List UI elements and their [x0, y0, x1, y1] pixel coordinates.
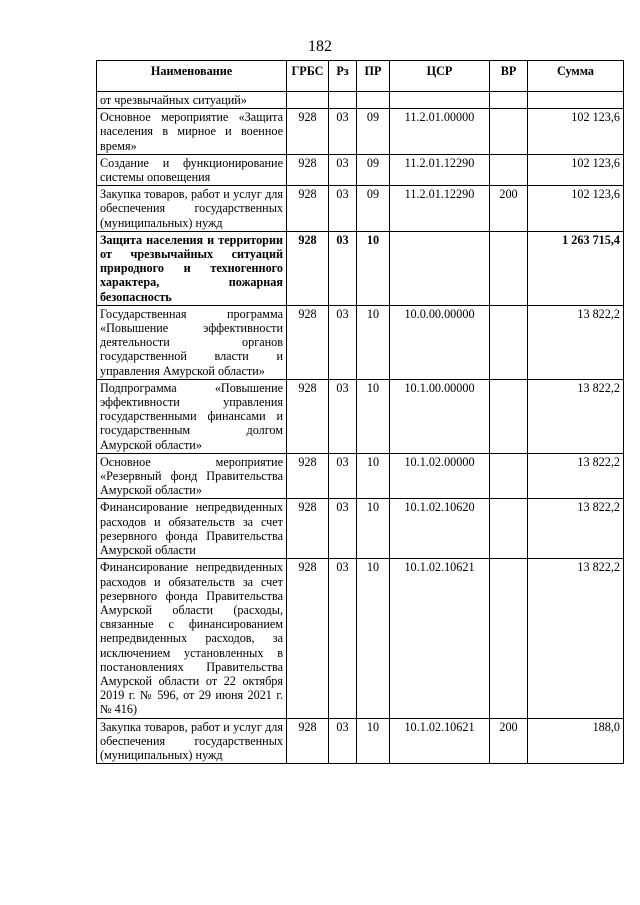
cell-rz: 03	[329, 186, 357, 232]
cell-sum: 102 123,6	[528, 109, 624, 155]
cell-name: Финансирование непредвиденных расходов и обязательств за счет резервного фонда Правительства Амурской области (расходы, связанные с финансированием непредвиденных расходов, за исключением установленных в постановлениях Правительства Амурской области от 22 октября 2019 г. № 596, от 29 июня 2021 г. № 416)	[97, 559, 287, 718]
cell-vr	[490, 499, 528, 559]
cell-grbs: 928	[287, 109, 329, 155]
cell-vr	[490, 154, 528, 185]
cell-grbs: 928	[287, 718, 329, 764]
table-row	[97, 305, 624, 379]
cell-sum: 13 822,2	[528, 379, 624, 453]
cell-vr	[490, 379, 528, 453]
cell-vr: 200	[490, 718, 528, 764]
cell-csr: 11.2.01.12290	[390, 154, 490, 185]
cell-vr	[490, 453, 528, 499]
cell-sum: 188,0	[528, 718, 624, 764]
cell-sum	[528, 92, 624, 109]
table-header-row	[97, 61, 624, 92]
cell-name: Финансирование непредвиденных расходов и обязательств за счет резервного фонда Правительства Амурской области	[97, 499, 287, 559]
header-grbs: ГРБС	[287, 61, 329, 92]
cell-vr: 200	[490, 186, 528, 232]
cell-name: Подпрограмма «Повышение эффективности управления государственными финансами и государственным долгом Амурской области»	[97, 379, 287, 453]
table-row	[97, 559, 624, 718]
table-row	[97, 154, 624, 185]
cell-name: от чрезвычайных ситуаций»	[97, 92, 287, 109]
cell-csr: 10.1.02.10621	[390, 718, 490, 764]
cell-grbs: 928	[287, 379, 329, 453]
header-name: Наименование	[97, 61, 287, 92]
cell-pr: 10	[357, 718, 390, 764]
table-row	[97, 231, 624, 305]
cell-name: Основное мероприятие «Резервный фонд Правительства Амурской области»	[97, 453, 287, 499]
cell-sum: 13 822,2	[528, 453, 624, 499]
header-pr: ПР	[357, 61, 390, 92]
cell-csr: 10.1.00.00000	[390, 379, 490, 453]
cell-rz: 03	[329, 499, 357, 559]
cell-sum: 13 822,2	[528, 305, 624, 379]
cell-pr: 09	[357, 154, 390, 185]
cell-vr	[490, 92, 528, 109]
table-row	[97, 453, 624, 499]
cell-rz: 03	[329, 305, 357, 379]
header-sum: Сумма	[528, 61, 624, 92]
cell-rz: 03	[329, 718, 357, 764]
cell-grbs: 928	[287, 499, 329, 559]
cell-vr	[490, 305, 528, 379]
cell-pr: 10	[357, 453, 390, 499]
cell-vr	[490, 231, 528, 305]
cell-pr: 10	[357, 379, 390, 453]
cell-grbs: 928	[287, 559, 329, 718]
cell-vr	[490, 109, 528, 155]
cell-grbs: 928	[287, 453, 329, 499]
cell-rz: 03	[329, 154, 357, 185]
cell-grbs: 928	[287, 305, 329, 379]
cell-sum: 13 822,2	[528, 559, 624, 718]
cell-sum: 102 123,6	[528, 154, 624, 185]
cell-sum: 1 263 715,4	[528, 231, 624, 305]
cell-pr: 10	[357, 305, 390, 379]
cell-csr: 11.2.01.12290	[390, 186, 490, 232]
cell-rz: 03	[329, 453, 357, 499]
cell-grbs: 928	[287, 154, 329, 185]
cell-pr	[357, 92, 390, 109]
cell-grbs	[287, 92, 329, 109]
cell-rz: 03	[329, 231, 357, 305]
cell-grbs: 928	[287, 186, 329, 232]
cell-rz: 03	[329, 379, 357, 453]
header-vr: ВР	[490, 61, 528, 92]
table-row	[97, 718, 624, 764]
cell-csr: 10.0.00.00000	[390, 305, 490, 379]
cell-csr: 11.2.01.00000	[390, 109, 490, 155]
cell-rz: 03	[329, 559, 357, 718]
cell-sum: 102 123,6	[528, 186, 624, 232]
cell-grbs: 928	[287, 231, 329, 305]
table-body	[97, 92, 624, 764]
table-row	[97, 109, 624, 155]
table-row	[97, 499, 624, 559]
cell-csr	[390, 231, 490, 305]
cell-csr: 10.1.02.10620	[390, 499, 490, 559]
cell-name: Закупка товаров, работ и услуг для обеспечения государственных (муниципальных) нужд	[97, 718, 287, 764]
cell-name: Государственная программа «Повышение эффективности деятельности органов государственной власти и управления Амурской области»	[97, 305, 287, 379]
cell-sum: 13 822,2	[528, 499, 624, 559]
cell-pr: 10	[357, 499, 390, 559]
cell-vr	[490, 559, 528, 718]
cell-csr	[390, 92, 490, 109]
cell-csr: 10.1.02.10621	[390, 559, 490, 718]
page-number: 182	[308, 38, 332, 55]
cell-pr: 10	[357, 559, 390, 718]
cell-csr: 10.1.02.00000	[390, 453, 490, 499]
header-rz: Рз	[329, 61, 357, 92]
cell-rz	[329, 92, 357, 109]
table-row	[97, 92, 624, 109]
cell-rz: 03	[329, 109, 357, 155]
table-row	[97, 379, 624, 453]
header-csr: ЦСР	[390, 61, 490, 92]
table-row	[97, 186, 624, 232]
cell-name: Защита населения и территории от чрезвычайных ситуаций природного и техногенного характера, пожарная безопасность	[97, 231, 287, 305]
cell-name: Закупка товаров, работ и услуг для обеспечения государственных (муниципальных) нужд	[97, 186, 287, 232]
budget-table	[96, 60, 624, 764]
cell-name: Создание и функционирование системы оповещения	[97, 154, 287, 185]
cell-pr: 09	[357, 186, 390, 232]
cell-pr: 09	[357, 109, 390, 155]
cell-name: Основное мероприятие «Защита населения в мирное и военное время»	[97, 109, 287, 155]
cell-pr: 10	[357, 231, 390, 305]
